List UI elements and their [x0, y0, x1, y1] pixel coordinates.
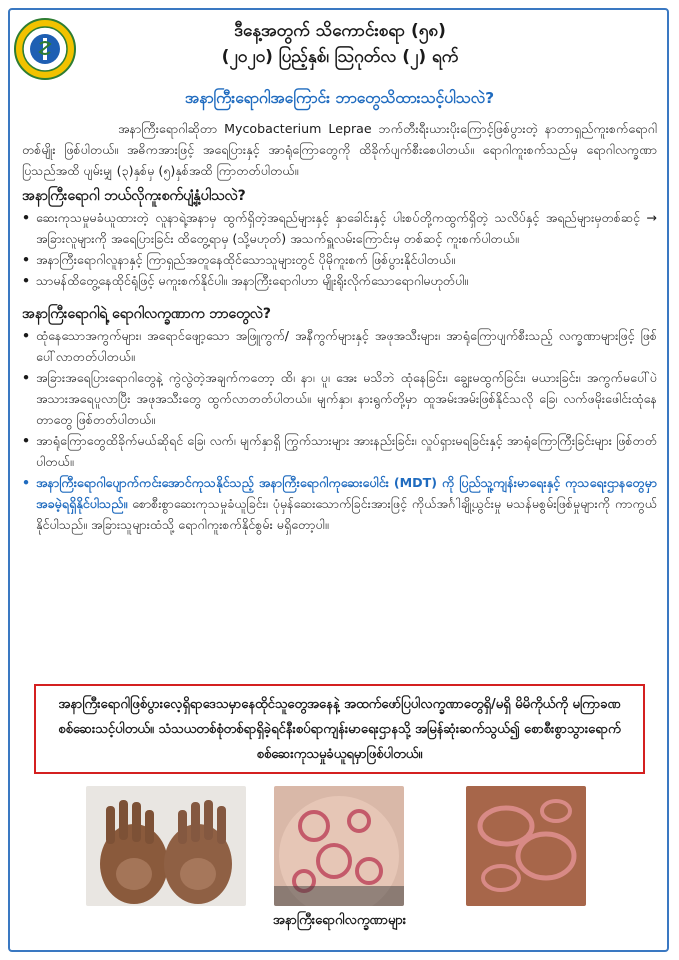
list-item: • အာရုံကြောတွေထိခိုက်မယ်ဆိုရင် ခြေ၊ လက်၊ မျက်နှာရှိ ကြွက်သားများ အားနည်းခြင်း၊ လှုပ်ရှားမရခြင်းနှင့် အာရုံကြောကြီးခြင်းများ ဖြစ်တတ်ပါတယ်။: [22, 430, 657, 472]
bullet-icon: •: [22, 273, 31, 288]
intro-paragraph: အနာကြီးရောဂါဆိုတာ Mycobacterium Leprae ဘက်တီးရီးယားပိုးကြောင့်ဖြစ်ပွားတဲ့ နာတာရှည်ကူးစက်ရောဂါတစ်မျိုး ဖြစ်ပါတယ်။ အဓိကအားဖြင့် အရေပြားနှင့် အာရုံကြောတွေကို ထိခိုက်ပျက်စီးစေပါတယ်။ ရောဂါကူးစက်သည်မှ ရောဂါလက္ခဏာပြသည်အထိ ပျမ်းမျှ (၃)နှစ်မှ (၅)နှစ်အထိ ကြာတတ်ပါတယ်။: [22, 121, 657, 178]
ministry-of-health-logo: [14, 18, 76, 80]
list-item: • ထုံနေသောအကွက်များ၊ အရောင်ဖျော့သော အဖြူကွက်/ အနီကွက်များနှင့် အဖုအသီးများ၊ အာရုံကြောပျက်စီးသည့် လက္ခဏာများဖြင့် ဖြစ်ပေါ်လာတတ်ပါတယ်။: [22, 325, 657, 367]
list-item: • အနာကြီးရောဂါလူနာနှင့် ကြာရှည်အတူနေထိုင်သောသူများတွင် ပိုမိုကူးစက် ဖြစ်ပွားနိုင်ပါတယ်။: [22, 249, 657, 270]
main-content: [22, 118, 657, 535]
photo-caption: အနာကြီးရောဂါလက္ခဏာများ: [272, 913, 407, 928]
bullet-icon: •: [22, 433, 31, 448]
header-series-title: ဒီနေ့အတွက် သိကောင်းစရာ (၅၈): [234, 21, 446, 41]
bullet-icon: •: [22, 210, 31, 225]
bullet-icon: •: [22, 370, 31, 385]
photo-back-lesions: [274, 786, 404, 906]
photo-skin-patches: [466, 786, 586, 906]
section1-heading: အနာကြီးရောဂါ ဘယ်လိုကူးစက်ပျံ့နှံ့ပါသလဲ?: [22, 188, 246, 204]
page-title: အနာကြီးရောဂါအကြောင်း ဘာတွေသိထားသင့်ပါသလဲ?: [184, 89, 495, 107]
list-item: • အခြားအရေပြားရောဂါတွေနဲ့ ကွဲလွဲတဲ့အချက်ကတော့ ထိ၊ နာ၊ ပူ၊ အေး မသိဘဲ ထုံနေခြင်း၊ ချွေးမထွက်ခြင်း၊ မယားခြင်း၊ အကွက်မပေါ်ပဲ အသားအရေပူလာပြီး အဖုအသီးတွေ ထွက်လာတတ်ပါတယ်။ မျက်နှာ၊ နားရွက်တို့မှာ ထူအမ်းအမ်းဖြစ်နိုင်သလို ခြေ၊ လက်ဖမိုးဖေါင်းထုံနေတာတွေ ဖြစ်တတ်ပါတယ်။: [22, 367, 657, 430]
warning-box: အနာကြီးရောဂါဖြစ်ပွားလေ့ရှိရာဒေသမှာနေထိုင်သူတွေအနေနဲ့ အထက်ဖော်ပြပါလက္ခဏာတွေရှိ/မရှိ မိမိကိုယ်ကို မကြာခဏစစ်ဆေးသင့်ပါတယ်။ သံသယတစ်စုံတစ်ရာရှိခဲ့ရင်နီးစပ်ရာကျန်းမာရေးဌာနသို့ အမြန်ဆုံးဆက်သွယ်၍ စောစီးစွာသွားရောက်စစ်ဆေးကုသမှုခံယူရမှာဖြစ်ပါတယ်။: [34, 684, 645, 774]
section2-heading: အနာကြီးရောဂါရဲ့ ရောဂါလက္ခဏာက ဘာတွေလဲ?: [22, 306, 271, 322]
bullet-icon: •: [22, 475, 31, 490]
mdt-highlight: အနာကြီးရောဂါပျောက်ကင်းအောင်ကုသနိုင်သည့် အနာကြီးရောဂါကုဆေးပေါင်း (MDT) ကို ပြည်သူ့ကျန်းမာရေးနှင့် ကုသရေးဌာနတွေမှာ အခမဲ့ရရှိနိုင်ပါသည်။: [36, 475, 657, 511]
list-item: • သာမန်ထိတွေ့နေထိုင်ရုံဖြင့် မကူးစက်နိုင်ပါ။ အနာကြီးရောဂါဟာ မျိုးရိုးလိုက်သောရောဂါမဟုတ်ပါ။: [22, 270, 657, 291]
header-date: (၂၀၂၀) ပြည့်နှစ်၊ ဩဂုတ်လ (၂) ရက်: [221, 47, 459, 67]
bullet-icon: •: [22, 328, 31, 343]
list-item: • အနာကြီးရောဂါပျောက်ကင်းအောင်ကုသနိုင်သည့် အနာကြီးရောဂါကုဆေးပေါင်း (MDT) ကို ပြည်သူ့ကျန်းမာရေးနှင့် ကုသရေးဌာနတွေမှာ အခမဲ့ရရှိနိုင်ပါသည်။ စောစီးစွာဆေးကုသမှုခံယူခြင်း၊ ပုံမှန်ဆေးသောက်ခြင်းအားဖြင့် ကိုယ်အင်္ဂါချို့ယွင်းမှု မသန်မစွမ်းဖြစ်မှုများကို ကာကွယ်နိုင်ပါသည်။ အခြားသူများထံသို့ ရောဂါကူးစက်နိုင်စွမ်း မရှိတော့ပါ။: [22, 472, 657, 535]
bullet-icon: •: [22, 252, 31, 267]
page-header: [90, 18, 590, 70]
photo-hands: [86, 786, 246, 906]
list-item: • ဆေးကုသမှုမခံယူထားတဲ့ လူနာရဲ့အနာမှ ထွက်ရှိတဲ့အရည်များနှင့် နှာခေါင်းနှင့် ပါးစပ်တို့ကထွက်ရှိတဲ့ သလိပ်နှင့် အရည်များမှတစ်ဆင့် → အခြားလူများကို အရေပြားခြင်း ထိတွေ့ရာမှ (သို့မဟုတ်) အသက်ရှူလမ်းကြောင်းမှ တစ်ဆင့် ကူးစက်ပါတယ်။: [22, 207, 657, 249]
